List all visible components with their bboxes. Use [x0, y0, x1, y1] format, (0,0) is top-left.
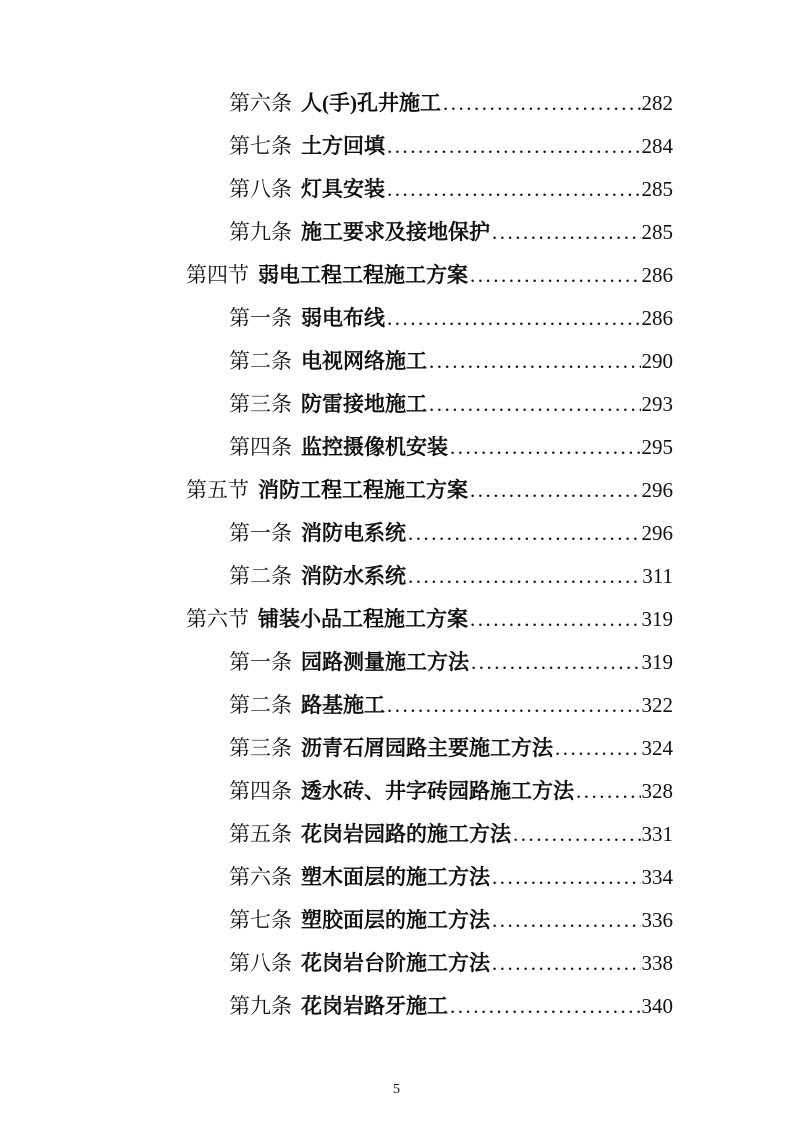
toc-entry-title: 灯具安装	[301, 177, 385, 201]
toc-entry-page-number: 293	[641, 392, 673, 416]
toc-dot-leader	[450, 985, 641, 1028]
toc-entry-page-number: 290	[641, 349, 673, 373]
toc-entry-label: 第一条	[229, 650, 292, 674]
toc-entry[interactable]	[229, 168, 673, 211]
toc-entry-label: 第七条	[229, 908, 292, 932]
toc-entry-title: 弱电布线	[301, 306, 385, 330]
toc-entry-page-number: 285	[641, 220, 673, 244]
toc-entry-title: 土方回填	[301, 134, 385, 158]
toc-entry-title: 弱电工程工程施工方案	[258, 263, 468, 287]
toc-entry-page-number: 336	[641, 908, 673, 932]
toc-entry-page-number: 338	[641, 951, 673, 975]
toc-entry-title: 花岗岩路牙施工	[301, 994, 448, 1018]
toc-entry-page-number: 295	[641, 435, 673, 459]
toc-dot-leader	[408, 555, 641, 598]
toc-entry-title: 铺装小品工程施工方案	[258, 607, 468, 631]
toc-entry-label: 第四条	[229, 779, 292, 803]
toc-dot-leader	[470, 598, 641, 641]
toc-dot-leader	[387, 168, 641, 211]
toc-entry-label: 第二条	[229, 349, 292, 373]
toc-dot-leader	[492, 211, 641, 254]
toc-entry-title: 消防水系统	[301, 564, 406, 588]
toc-entry-title: 路基施工	[301, 693, 385, 717]
toc-entry[interactable]	[186, 598, 673, 641]
toc-entry[interactable]	[229, 383, 673, 426]
toc-entry-label: 第三条	[229, 392, 292, 416]
toc-entry[interactable]	[229, 426, 673, 469]
toc-entry-page-number: 331	[641, 822, 673, 846]
toc-entry-page-number: 324	[641, 736, 673, 760]
toc-entry-label: 第六条	[229, 865, 292, 889]
toc-dot-leader	[555, 727, 641, 770]
toc-entry-label: 第八条	[229, 951, 292, 975]
toc-entry-label: 第六条	[229, 91, 292, 115]
toc-entry[interactable]	[186, 469, 673, 512]
toc-entry[interactable]	[229, 125, 673, 168]
toc-dot-leader	[576, 770, 641, 813]
toc-entry-page-number: 319	[641, 650, 673, 674]
toc-entry-title: 园路测量施工方法	[301, 650, 469, 674]
toc-entry[interactable]	[229, 684, 673, 727]
toc-entry-label: 第一条	[229, 306, 292, 330]
toc-entry-page-number: 296	[641, 478, 673, 502]
toc-entry-title: 塑胶面层的施工方法	[301, 908, 490, 932]
toc-entry-page-number: 311	[642, 564, 673, 588]
toc-dot-leader	[387, 125, 641, 168]
toc-dot-leader	[471, 641, 641, 684]
toc-entry[interactable]	[229, 512, 673, 555]
toc-entry-page-number: 286	[641, 306, 673, 330]
toc-dot-leader	[492, 856, 641, 899]
toc-entry-page-number: 334	[641, 865, 673, 889]
toc-dot-leader	[408, 512, 641, 555]
toc-entry-page-number: 284	[641, 134, 673, 158]
toc-entry-label: 第五节	[186, 478, 249, 502]
toc-dot-leader	[470, 254, 641, 297]
toc-entry-label: 第六节	[186, 607, 249, 631]
toc-entry-label: 第七条	[229, 134, 292, 158]
toc-entry-label: 第九条	[229, 994, 292, 1018]
toc-entry-page-number: 296	[641, 521, 673, 545]
toc-entry[interactable]	[229, 856, 673, 899]
toc-entry-title: 塑木面层的施工方法	[301, 865, 490, 889]
toc-entry-title: 施工要求及接地保护	[301, 220, 490, 244]
toc-entry-label: 第八条	[229, 177, 292, 201]
toc-entry[interactable]	[229, 211, 673, 254]
toc-entry-page-number: 286	[641, 263, 673, 287]
toc-entry[interactable]	[229, 770, 673, 813]
toc-entry-label: 第九条	[229, 220, 292, 244]
toc-list	[0, 82, 673, 1028]
toc-dot-leader	[470, 469, 641, 512]
toc-entry-label: 第三条	[229, 736, 292, 760]
toc-entry[interactable]	[229, 813, 673, 856]
toc-entry[interactable]	[229, 82, 673, 125]
toc-entry[interactable]	[229, 297, 673, 340]
toc-dot-leader	[492, 899, 641, 942]
toc-entry-page-number: 319	[641, 607, 673, 631]
toc-dot-leader	[429, 340, 641, 383]
toc-entry-title: 透水砖、井字砖园路施工方法	[301, 779, 574, 803]
toc-entry-title: 花岗岩台阶施工方法	[301, 951, 490, 975]
toc-entry-page-number: 340	[641, 994, 673, 1018]
toc-entry-label: 第五条	[229, 822, 292, 846]
toc-entry-title: 电视网络施工	[301, 349, 427, 373]
toc-entry-title: 沥青石屑园路主要施工方法	[301, 736, 553, 760]
toc-entry[interactable]	[229, 899, 673, 942]
toc-entry-page-number: 322	[641, 693, 673, 717]
toc-entry[interactable]	[229, 340, 673, 383]
toc-dot-leader	[429, 383, 641, 426]
toc-dot-leader	[513, 813, 641, 856]
toc-entry[interactable]	[229, 942, 673, 985]
toc-entry[interactable]	[229, 555, 673, 598]
toc-entry-page-number: 282	[641, 91, 673, 115]
toc-entry[interactable]	[186, 254, 673, 297]
toc-entry-title: 消防工程工程施工方案	[258, 478, 468, 502]
toc-entry-title: 监控摄像机安装	[301, 435, 448, 459]
toc-entry[interactable]	[229, 641, 673, 684]
toc-entry-page-number: 285	[641, 177, 673, 201]
toc-entry-label: 第四条	[229, 435, 292, 459]
toc-entry-title: 花岗岩园路的施工方法	[301, 822, 511, 846]
toc-entry[interactable]	[229, 727, 673, 770]
toc-entry-label: 第一条	[229, 521, 292, 545]
toc-entry-label: 第二条	[229, 693, 292, 717]
toc-dot-leader	[387, 297, 641, 340]
toc-dot-leader	[450, 426, 641, 469]
page-number: 5	[393, 1082, 400, 1097]
toc-dot-leader	[492, 942, 641, 985]
toc-dot-leader	[387, 684, 641, 727]
toc-entry-label: 第二条	[229, 564, 292, 588]
toc-entry-title: 消防电系统	[301, 521, 406, 545]
toc-entry-title: 人(手)孔井施工	[301, 91, 441, 115]
toc-entry[interactable]	[229, 985, 673, 1028]
toc-entry-page-number: 328	[641, 779, 673, 803]
toc-dot-leader	[443, 82, 641, 125]
toc-entry-label: 第四节	[186, 263, 249, 287]
toc-entry-title: 防雷接地施工	[301, 392, 427, 416]
